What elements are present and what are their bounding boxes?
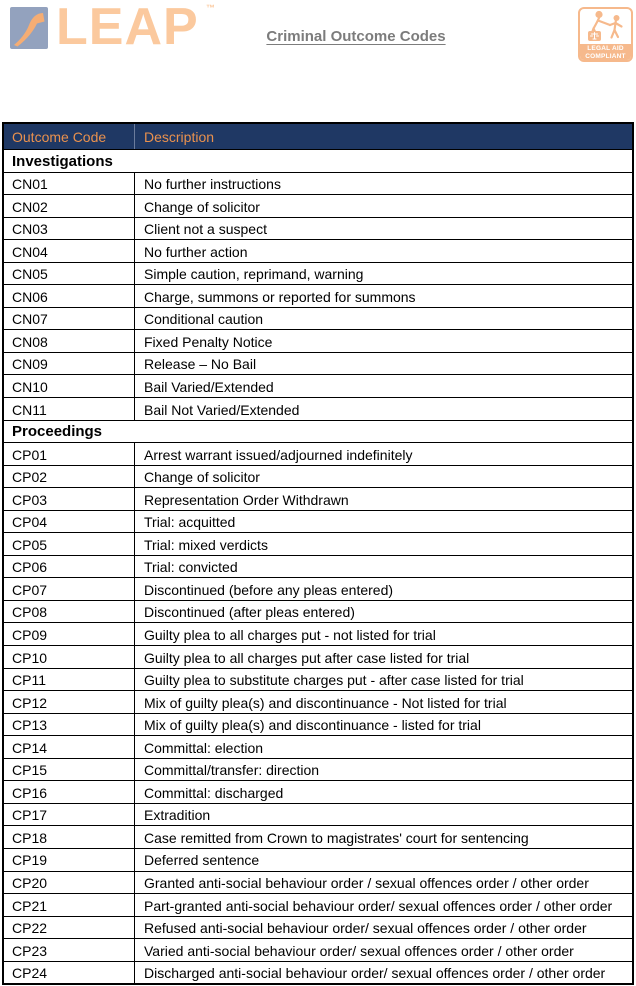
legal-aid-compliant-badge xyxy=(578,7,633,62)
outcome-code-cell: CP13 xyxy=(4,714,135,736)
outcome-code-cell: CP14 xyxy=(4,736,135,758)
badge-line-1: LEGAL AID xyxy=(587,45,624,52)
table-row xyxy=(4,916,632,939)
outcome-code-cell: CN07 xyxy=(4,308,135,330)
outcome-code-cell: CN06 xyxy=(4,285,135,307)
description-cell: Committal: election xyxy=(144,739,264,756)
badge-line-2: COMPLIANT xyxy=(585,52,626,60)
table-row xyxy=(4,172,632,195)
table-row xyxy=(4,758,632,781)
trademark-mark: ™ xyxy=(206,3,215,13)
description-cell: Guilty plea to all charges put after case listed for trial xyxy=(144,649,470,666)
table-row xyxy=(4,645,632,668)
table-row xyxy=(4,532,632,555)
table-row xyxy=(4,713,632,736)
table-row xyxy=(4,577,632,600)
outcome-code-cell: CP12 xyxy=(4,691,135,713)
outcome-code-cell: CN05 xyxy=(4,263,135,285)
column-header-outcome-code: Outcome Code xyxy=(4,124,135,149)
outcome-code-cell: CN08 xyxy=(4,330,135,352)
description-cell: Client not a suspect xyxy=(144,221,267,238)
description-cell: Part-granted anti-social behaviour order/ sexual offences order / other order xyxy=(144,897,613,914)
description-cell: No further action xyxy=(144,243,248,260)
table-row xyxy=(4,690,632,713)
description-cell: Refused anti-social behaviour order/ sexual offences order / other order xyxy=(144,920,587,937)
description-cell: Bail Varied/Extended xyxy=(144,378,274,395)
outcome-code-cell: CP24 xyxy=(4,962,135,984)
table-row xyxy=(4,352,632,375)
table-row xyxy=(4,893,632,916)
outcome-code-cell: CP07 xyxy=(4,578,135,600)
table-row xyxy=(4,239,632,262)
outcome-code-cell: CP20 xyxy=(4,872,135,894)
outcome-code-cell: CP22 xyxy=(4,917,135,939)
outcome-code-cell: CN09 xyxy=(4,353,135,375)
table-row xyxy=(4,217,632,240)
description-cell: Guilty plea to substitute charges put - after case listed for trial xyxy=(144,672,524,689)
outcome-code-cell: CN10 xyxy=(4,375,135,397)
description-cell: Mix of guilty plea(s) and discontinuance - Not listed for trial xyxy=(144,694,507,711)
description-cell: Deferred sentence xyxy=(144,852,260,869)
outcome-code-cell: CP01 xyxy=(4,443,135,465)
table-row xyxy=(4,284,632,307)
leap-logo-icon xyxy=(10,7,48,49)
table-row xyxy=(4,329,632,352)
outcome-code-cell: CP08 xyxy=(4,601,135,623)
description-cell: Bail Not Varied/Extended xyxy=(144,401,300,418)
description-cell: Guilty plea to all charges put - not listed for trial xyxy=(144,626,436,643)
outcome-code-cell: CP17 xyxy=(4,804,135,826)
description-cell: Arrest warrant issued/adjourned indefinitely xyxy=(144,446,413,463)
outcome-code-cell: CN11 xyxy=(4,398,135,420)
legal-aid-figures-icon xyxy=(580,9,630,43)
description-cell: Fixed Penalty Notice xyxy=(144,333,273,350)
leap-logo-text: LEAP xyxy=(56,0,199,56)
table-row xyxy=(4,780,632,803)
description-cell: Mix of guilty plea(s) and discontinuance - listed for trial xyxy=(144,717,481,734)
table-row xyxy=(4,803,632,826)
outcome-code-cell: CP21 xyxy=(4,894,135,916)
outcome-code-cell: CN02 xyxy=(4,195,135,217)
description-cell: Discontinued (after pleas entered) xyxy=(144,604,355,621)
description-cell: Case remitted from Crown to magistrates' court for sentencing xyxy=(144,829,529,846)
outcome-code-cell: CP05 xyxy=(4,533,135,555)
description-cell: Trial: convicted xyxy=(144,559,238,576)
outcome-code-cell: CP16 xyxy=(4,781,135,803)
table-row xyxy=(4,510,632,533)
description-cell: Committal/transfer: direction xyxy=(144,762,320,779)
table-row xyxy=(4,194,632,217)
description-cell: No further instructions xyxy=(144,176,281,193)
description-cell: Change of solicitor xyxy=(144,198,260,215)
description-cell: Trial: acquitted xyxy=(144,514,236,531)
outcome-code-cell: CP02 xyxy=(4,466,135,488)
outcome-code-cell: CN04 xyxy=(4,240,135,262)
section-header-row xyxy=(4,420,632,443)
description-cell: Discharged anti-social behaviour order/ sexual offences order / other order xyxy=(144,965,606,982)
outcome-code-cell: CP09 xyxy=(4,623,135,645)
table-row xyxy=(4,397,632,420)
table-row xyxy=(4,307,632,330)
outcome-codes-table xyxy=(2,122,634,985)
table-header-row xyxy=(4,124,632,149)
description-cell: Varied anti-social behaviour order/ sexual offences order / other order xyxy=(144,942,574,959)
outcome-code-cell: CP06 xyxy=(4,556,135,578)
table-row xyxy=(4,600,632,623)
table-row xyxy=(4,374,632,397)
section-title: Proceedings xyxy=(12,423,103,441)
description-cell: Conditional caution xyxy=(144,311,264,328)
outcome-code-cell: CP19 xyxy=(4,849,135,871)
description-cell: Charge, summons or reported for summons xyxy=(144,288,416,305)
table-row xyxy=(4,442,632,465)
description-cell: Discontinued (before any pleas entered) xyxy=(144,581,394,598)
section-header-row xyxy=(4,149,632,172)
table-row xyxy=(4,622,632,645)
section-title: Investigations xyxy=(12,152,113,170)
table-row xyxy=(4,668,632,691)
table-row xyxy=(4,871,632,894)
table-row xyxy=(4,938,632,961)
outcome-code-cell: CP03 xyxy=(4,488,135,510)
document-header xyxy=(0,0,636,122)
page-title: Criminal Outcome Codes xyxy=(266,28,446,45)
outcome-code-cell: CN01 xyxy=(4,173,135,195)
table-row xyxy=(4,262,632,285)
description-cell: Trial: mixed verdicts xyxy=(144,536,268,553)
outcome-code-cell: CP10 xyxy=(4,646,135,668)
outcome-code-cell: CP11 xyxy=(4,669,135,691)
legal-aid-badge-label xyxy=(580,44,631,60)
table-row xyxy=(4,825,632,848)
outcome-code-cell: CP15 xyxy=(4,759,135,781)
table-row xyxy=(4,465,632,488)
description-cell: Representation Order Withdrawn xyxy=(144,491,349,508)
table-row xyxy=(4,487,632,510)
table-row xyxy=(4,555,632,578)
outcome-code-cell: CP23 xyxy=(4,939,135,961)
description-cell: Committal: discharged xyxy=(144,784,284,801)
description-cell: Change of solicitor xyxy=(144,469,260,486)
description-cell: Release – No Bail xyxy=(144,356,257,373)
table-row xyxy=(4,961,632,984)
outcome-code-cell: CP18 xyxy=(4,826,135,848)
description-cell: Granted anti-social behaviour order / sexual offences order / other order xyxy=(144,875,589,891)
description-cell: Simple caution, reprimand, warning xyxy=(144,266,364,283)
description-cell: Extradition xyxy=(144,807,211,824)
outcome-code-cell: CN03 xyxy=(4,218,135,240)
table-row xyxy=(4,735,632,758)
table-body xyxy=(4,149,632,983)
table-row xyxy=(4,848,632,871)
column-header-description: Description xyxy=(144,128,215,145)
outcome-code-cell: CP04 xyxy=(4,511,135,533)
